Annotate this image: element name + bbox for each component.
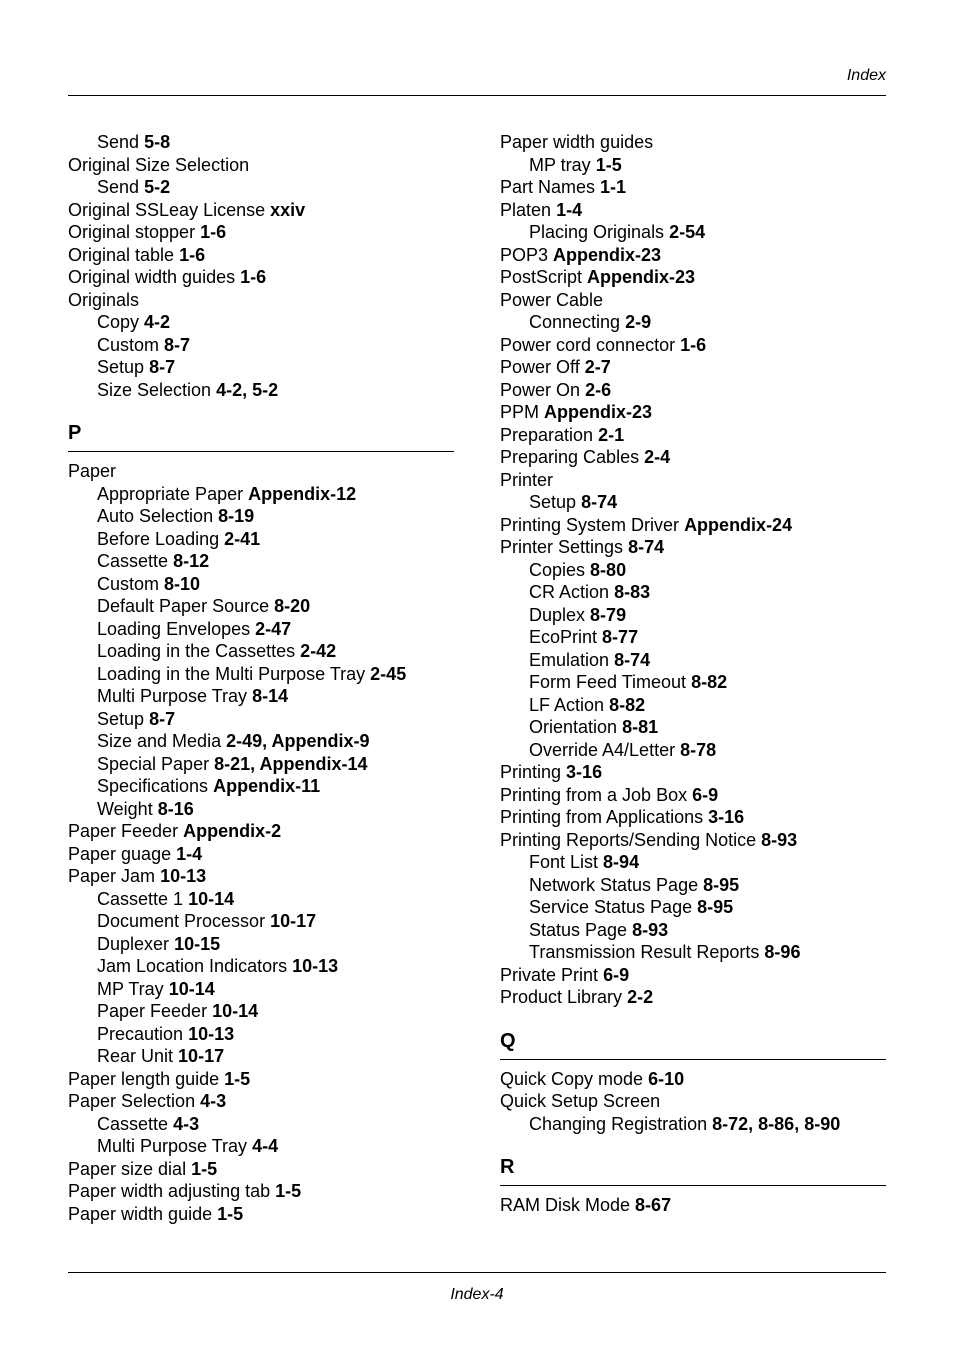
index-term: Power Off [500,357,580,377]
index-page-ref: 6-9 [692,784,719,805]
index-page-ref: 10-17 [178,1046,225,1066]
index-term: Override A4/Letter [529,739,676,760]
index-entry [68,1158,454,1181]
index-term: Printing Reports/Sending Notice [500,829,757,850]
index-entry [500,761,886,784]
index-page-ref: 8-19 [218,506,255,526]
index-entry [68,865,454,888]
index-subentry [68,483,454,506]
index-term: Printing from a Job Box [500,784,688,805]
index-subentry [500,559,886,582]
index-term: MP Tray [97,978,164,999]
index-term: EcoPrint [529,627,598,647]
index-term: Transmission Result Reports [529,942,760,962]
index-term: Copy [97,312,140,332]
index-term: Multi Purpose Tray [97,1136,248,1156]
index-subentry [68,573,454,596]
index-entry [500,199,886,222]
index-page-ref: 8-82 [691,672,728,692]
index-term: Original table [68,244,175,265]
index-term: Paper width adjusting tab [68,1181,271,1201]
index-subentry [500,919,886,942]
index-subentry [500,604,886,627]
index-entry [68,1180,454,1203]
index-subentry [68,798,454,821]
index-page-ref: 4-2 [144,312,171,332]
index-subentry [500,941,886,964]
index-page-ref: 8-14 [252,686,289,706]
index-page-ref: 8-93 [761,829,798,850]
index-term: Paper Jam [68,866,156,886]
index-subentry [68,888,454,911]
index-term: Private Print [500,964,599,985]
index-term: Special Paper [97,753,210,774]
index-term: Size Selection [97,379,212,400]
index-page-ref: 1-6 [200,222,227,242]
index-entry [500,379,886,402]
index-subentry [68,775,454,798]
index-subentry [68,595,454,618]
index-term: Before Loading [97,528,220,549]
index-subentry [68,730,454,753]
index-term: Printer [500,469,554,490]
index-term: Printing [500,762,562,782]
index-entry [500,536,886,559]
index-entry [68,1203,454,1226]
index-term: Power On [500,379,581,400]
index-term: Custom [97,334,160,355]
index-entry [500,176,886,199]
index-term: LF Action [529,694,605,715]
index-entry [68,221,454,244]
index-entry [500,964,886,987]
index-page-ref: 2-2 [627,987,654,1007]
index-term: Power cord connector [500,334,676,355]
index-subentry [68,528,454,551]
index-term: Document Processor [97,911,266,931]
index-page-ref: 1-5 [191,1158,218,1179]
index-page-ref: 8-93 [632,919,669,940]
index-term: Paper width guides [500,132,654,152]
index-page-ref: 8-10 [164,573,201,594]
index-subentry [68,978,454,1001]
index-page-ref: Appendix-23 [553,244,662,265]
index-page-ref: Appendix-23 [587,267,696,287]
section-rule [500,1185,886,1186]
index-term: Service Status Page [529,897,693,917]
index-page-ref: 2-45 [370,663,407,684]
index-page-ref: 1-1 [600,177,627,197]
index-page-ref: 2-9 [625,312,652,332]
index-term: Power Cable [500,289,604,310]
section-letter: R [500,1156,515,1178]
index-entry [68,289,454,312]
index-page-ref: 8-95 [703,874,740,895]
index-subentry [500,581,886,604]
index-page-ref: Appendix-2 [183,821,282,841]
index-subentry [68,311,454,334]
index-subentry [68,1113,454,1136]
index-term: Original width guides [68,267,236,287]
index-term: Send [97,177,140,197]
index-page-ref: 6-9 [603,964,630,985]
index-page-ref: Appendix-11 [213,776,321,796]
index-entry [500,1068,886,1091]
index-page-ref: 8-21, Appendix-14 [214,753,368,774]
index-term: Custom [97,573,160,594]
index-entry [500,986,886,1009]
index-subentry [500,221,886,244]
index-page-ref: 8-94 [603,852,640,872]
index-entry [68,1090,454,1113]
index-subentry [68,1000,454,1023]
index-page-ref: 5-8 [144,132,171,152]
index-page-ref: 2-42 [300,641,337,661]
index-term: Cassette 1 [97,888,184,909]
index-subentry [68,618,454,641]
index-page-ref: 8-80 [590,559,627,580]
index-entry [500,424,886,447]
section-heading [500,1155,886,1186]
index-term: Platen [500,199,552,220]
index-entry [68,1068,454,1091]
index-page-ref: 8-74 [581,492,618,512]
index-subentry [68,379,454,402]
index-page-ref: 2-7 [584,357,611,377]
index-subentry [500,491,886,514]
index-page-ref: 10-13 [160,866,207,886]
index-term: Network Status Page [529,874,699,895]
index-page-ref: 8-16 [157,798,194,819]
index-page-ref: 8-7 [149,357,176,377]
index-subentry [68,505,454,528]
index-entry [500,469,886,492]
header-rule [68,95,886,96]
index-term: Original Size Selection [68,154,250,175]
index-entry [68,843,454,866]
index-page-ref: 8-20 [274,596,311,616]
index-entry [500,1090,886,1113]
index-term: Setup [97,357,145,377]
index-page-ref: 8-79 [590,604,627,625]
index-column-right [500,131,886,1217]
index-subentry [500,154,886,177]
index-page-ref: 4-3 [173,1113,200,1134]
index-term: RAM Disk Mode [500,1195,631,1215]
index-page-ref: 4-2, 5-2 [216,379,279,400]
index-term: Weight [97,798,153,819]
section-letter: P [68,422,82,444]
index-term: Product Library [500,987,623,1007]
index-page-ref: 6-10 [648,1068,685,1089]
index-term: CR Action [529,582,610,602]
index-subentry [68,708,454,731]
index-term: Default Paper Source [97,596,270,616]
index-page-ref: 2-41 [224,528,261,549]
index-page-ref: 8-95 [697,897,734,917]
index-page-ref: 10-13 [188,1023,235,1044]
index-subentry [68,910,454,933]
index-subentry [500,649,886,672]
index-page-ref: Appendix-23 [544,402,653,422]
index-term: Originals [68,289,140,310]
index-page-ref: 4-4 [252,1136,279,1156]
index-page-ref: 8-96 [764,942,801,962]
index-page-ref: 1-6 [240,267,267,287]
index-page-ref: 3-16 [708,807,745,827]
index-entry [500,1194,886,1217]
index-page-ref: 2-4 [644,447,671,467]
index-page-ref: 8-81 [622,717,659,737]
index-term: Duplex [529,604,586,625]
index-entry [68,820,454,843]
index-subentry [68,955,454,978]
index-subentry [68,550,454,573]
index-term: Setup [97,708,145,729]
index-page-ref: 8-83 [614,582,651,602]
index-subentry [68,663,454,686]
index-subentry [68,131,454,154]
footer-rule [68,1272,886,1273]
running-header: Index [846,67,886,84]
index-term: Original stopper [68,222,196,242]
index-entry [68,154,454,177]
index-page-ref: 4-3 [200,1091,227,1111]
index-entry [500,244,886,267]
index-term: Preparation [500,424,594,445]
index-page-ref: 10-17 [270,911,317,931]
index-page-ref: 10-14 [188,888,235,909]
section-letter: Q [500,1029,516,1052]
index-page-ref: 8-78 [680,739,717,760]
index-term: Original SSLeay License [68,199,266,220]
index-term: Precaution [97,1023,184,1044]
index-subentry [500,739,886,762]
index-subentry [500,851,886,874]
index-page-ref: 2-47 [255,618,292,639]
index-term: Cassette [97,1113,169,1134]
index-subentry [68,1023,454,1046]
index-page-ref: 1-6 [179,244,206,265]
index-term: Duplexer [97,933,170,954]
index-subentry [500,311,886,334]
page-number: Index-4 [450,1286,504,1303]
index-term: Send [97,132,140,152]
index-entry [68,199,454,222]
index-subentry [68,176,454,199]
index-term: Loading Envelopes [97,618,251,639]
index-page-ref: 10-13 [292,956,339,976]
section-rule [68,451,454,452]
index-page-ref: 8-77 [602,627,639,647]
index-term: Paper Feeder [68,821,179,841]
index-entry [68,244,454,267]
index-entry [500,334,886,357]
index-term: Paper size dial [68,1158,187,1179]
index-entry [500,356,886,379]
index-term: PPM [500,402,540,422]
section-heading [68,421,454,452]
index-page-ref: 10-14 [168,978,215,999]
index-entry [500,829,886,852]
index-term: Form Feed Timeout [529,672,687,692]
index-page-ref: 8-72, 8-86, 8-90 [712,1113,841,1134]
index-subentry [500,694,886,717]
index-subentry [500,671,886,694]
index-column-left [68,131,454,1225]
index-entry [500,784,886,807]
index-term: Paper Feeder [97,1001,208,1021]
index-page-ref: 2-6 [585,379,612,400]
index-page-ref: 8-74 [614,649,651,670]
section-rule [500,1059,886,1060]
index-term: Printing System Driver [500,514,680,535]
index-subentry [500,896,886,919]
index-term: Copies [529,559,586,580]
index-page-ref: 3-16 [566,762,603,782]
index-subentry [500,626,886,649]
index-term: Printing from Applications [500,807,704,827]
index-entry [500,131,886,154]
index-term: Specifications [97,776,209,796]
index-term: Paper Selection [68,1091,196,1111]
index-page-ref: 8-82 [609,694,646,715]
index-page-ref: 8-7 [164,334,191,355]
index-subentry [68,356,454,379]
index-page-ref: 8-74 [628,537,665,557]
index-subentry [68,753,454,776]
index-term: Quick Copy mode [500,1068,644,1089]
index-term: Appropriate Paper [97,483,244,504]
index-term: POP3 [500,244,549,265]
index-term: Paper length guide [68,1068,220,1089]
index-entry [68,266,454,289]
section-heading [500,1029,886,1060]
index-subentry [500,716,886,739]
index-subentry [68,1045,454,1068]
index-term: Cassette [97,551,169,571]
index-entry [500,446,886,469]
index-entry [500,806,886,829]
index-term: Orientation [529,717,618,737]
index-term: Setup [529,492,577,512]
index-term: Connecting [529,312,621,332]
index-term: Status Page [529,919,628,940]
index-term: Rear Unit [97,1046,174,1066]
index-page-ref: 1-6 [680,334,707,355]
index-term: Preparing Cables [500,447,640,467]
index-term: Font List [529,852,599,872]
index-subentry [68,1135,454,1158]
index-page-ref: 1-5 [275,1181,302,1201]
index-term: MP tray [529,154,591,175]
index-term: Changing Registration [529,1113,708,1134]
index-page-ref: 10-14 [212,1001,259,1021]
index-subentry [68,685,454,708]
index-page-ref: 1-5 [595,154,622,175]
index-term: Emulation [529,649,610,670]
index-term: Placing Originals [529,222,665,242]
index-page-ref: 10-15 [174,933,221,954]
index-term: Paper [68,461,117,481]
index-subentry [68,933,454,956]
index-page-ref: 8-67 [635,1195,672,1215]
index-term: Paper guage [68,843,172,864]
index-entry [500,401,886,424]
index-subentry [68,640,454,663]
index-term: Printer Settings [500,537,624,557]
index-page-ref: 8-7 [149,708,176,729]
index-term: Part Names [500,177,596,197]
index-subentry [68,334,454,357]
index-page-ref: 1-4 [556,199,583,220]
index-page-ref: Appendix-24 [684,514,793,535]
index-term: Multi Purpose Tray [97,686,248,706]
index-page-ref: 2-49, Appendix-9 [226,731,370,751]
index-page-ref: 1-5 [224,1068,251,1089]
index-page-ref: 2-54 [669,222,706,242]
index-page-ref: 2-1 [598,424,625,445]
index-term: Loading in the Cassettes [97,641,296,661]
index-term: Auto Selection [97,506,214,526]
index-entry [500,289,886,312]
index-subentry [500,874,886,897]
index-page-ref: 1-5 [217,1203,244,1224]
index-page-ref: 1-4 [176,843,203,864]
index-subentry [500,1113,886,1136]
index-term: Quick Setup Screen [500,1091,661,1111]
index-term: Paper width guide [68,1203,213,1224]
index-entry [500,266,886,289]
index-page-ref: 5-2 [144,177,171,197]
index-entry [500,514,886,537]
index-term: Jam Location Indicators [97,956,288,976]
index-term: Loading in the Multi Purpose Tray [97,663,366,684]
index-page-ref: Appendix-12 [248,483,357,504]
index-page-ref: xxiv [270,199,306,220]
index-page-ref: 8-12 [173,551,210,571]
index-term: PostScript [500,267,583,287]
index-entry [68,460,454,483]
index-term: Size and Media [97,731,222,751]
